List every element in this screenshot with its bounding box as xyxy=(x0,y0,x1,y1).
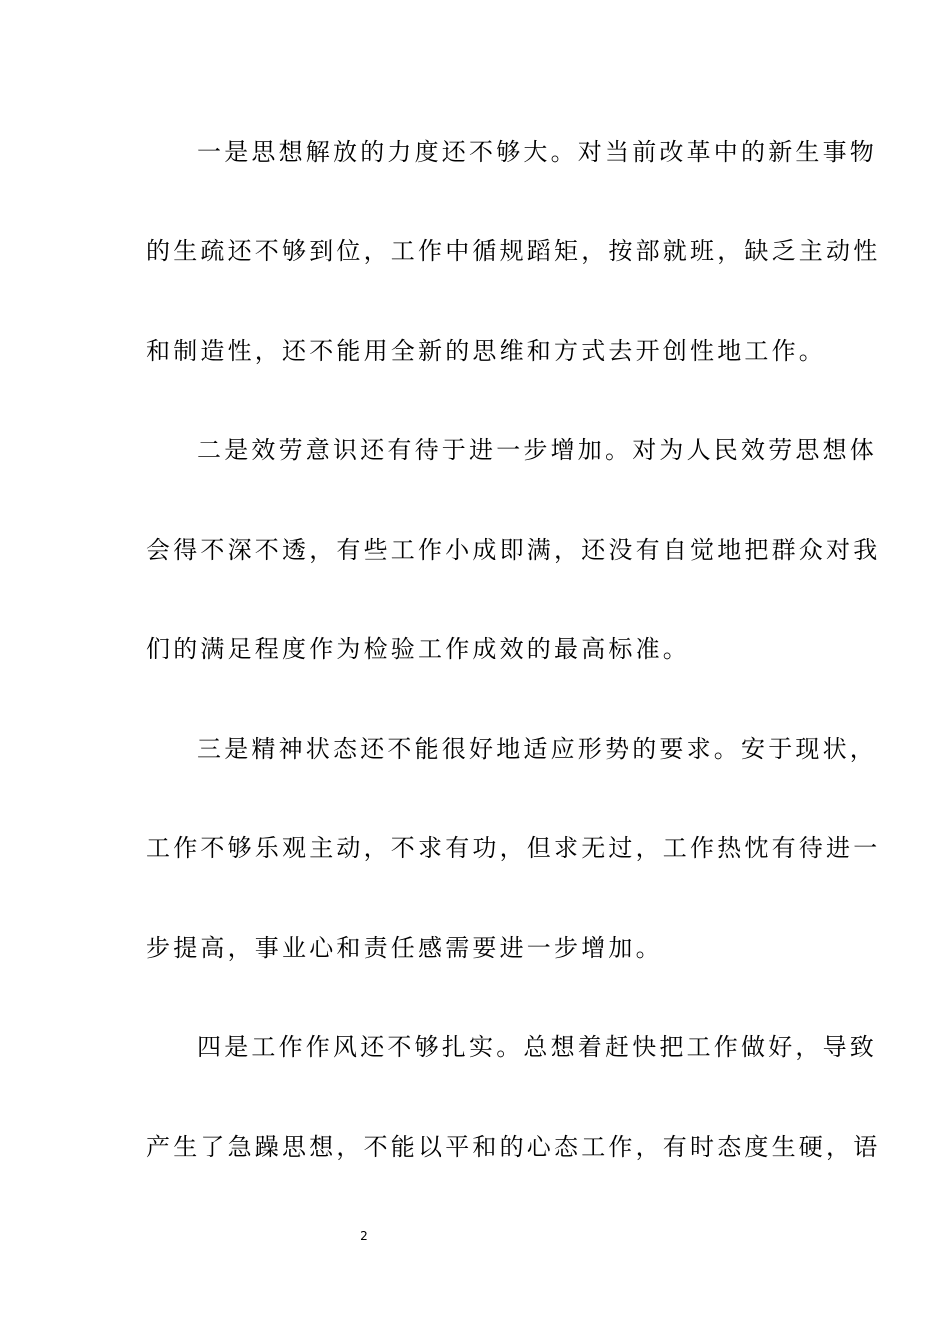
paragraph-2-line-1: 二是效劳意识还有待于进一步增加。对为人民效劳思想体 xyxy=(197,436,877,464)
paragraph-2-line-3: 们的满足程度作为检验工作成效的最高标准。 xyxy=(146,635,690,663)
paragraph-1-line-1: 一是思想解放的力度还不够大。对当前改革中的新生事物 xyxy=(197,138,877,166)
paragraph-4-line-1: 四是工作作风还不够扎实。总想着赶快把工作做好，导致 xyxy=(197,1033,877,1061)
paragraph-3-line-1: 三是精神状态还不能很好地适应形势的要求。安于现状， xyxy=(197,735,877,763)
paragraph-3-line-3: 步提高，事业心和责任感需要进一步增加。 xyxy=(146,934,663,962)
paragraph-1-line-3: 和制造性，还不能用全新的思维和方式去开创性地工作。 xyxy=(146,337,826,365)
paragraph-1-line-2: 的生疏还不够到位，工作中循规蹈矩，按部就班，缺乏主动性 xyxy=(146,237,881,265)
page-number: 2 xyxy=(360,1229,368,1243)
paragraph-2-line-2: 会得不深不透，有些工作小成即满，还没有自觉地把群众对我 xyxy=(146,536,881,564)
paragraph-4-line-2: 产生了急躁思想，不能以平和的心态工作，有时态度生硬，语 xyxy=(146,1133,881,1161)
paragraph-3-line-2: 工作不够乐观主动，不求有功，但求无过，工作热忱有待进一 xyxy=(146,834,881,862)
